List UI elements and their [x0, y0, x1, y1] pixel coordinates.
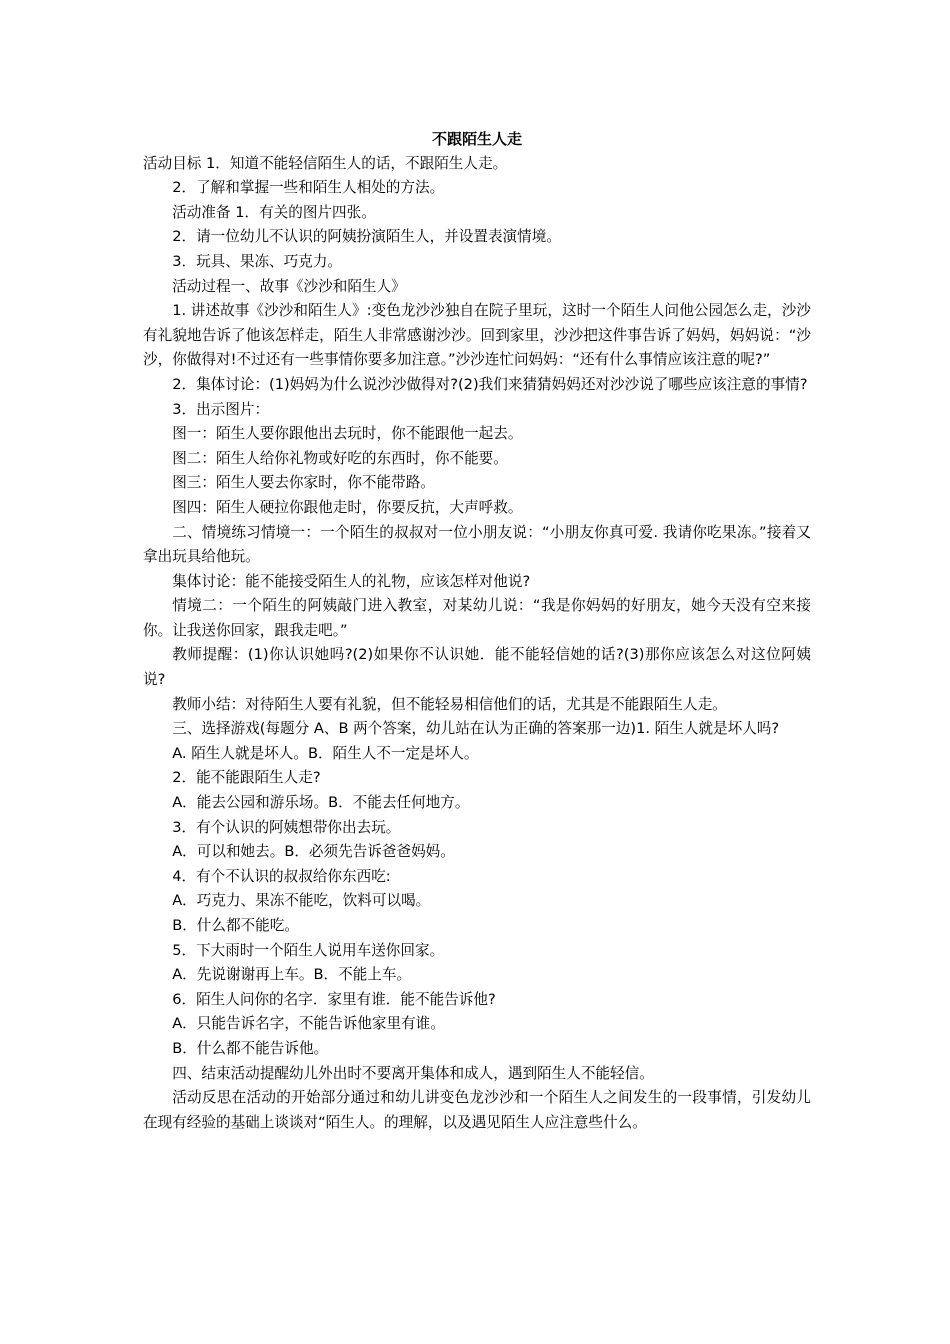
- paragraph: A．巧克力、果冻不能吃，饮料可以喝。: [172, 892, 431, 910]
- paragraph: 图三：陌生人要去你家时，你不能带路。: [172, 474, 435, 492]
- paragraph: 1. 讲述故事《沙沙和陌生人》:变色龙沙沙独自在院子里玩，这时一个陌生人问他公园怎么走，沙沙有礼貌地告诉了他该怎样走，陌生人非常感谢沙沙。回到家里，沙沙把这件事告诉了妈妈，妈妈说：“沙沙，你做得对!不过还有一些事情你要多加注意。”沙沙连忙问妈妈：“还有什么事情应该注意的呢?”: [143, 302, 811, 369]
- paragraph: 活动目标 1．知道不能轻信陌生人的话，不跟陌生人走。: [143, 154, 508, 172]
- paragraph: 二、情境练习情境一：一个陌生的叔叔对一位小朋友说：“小朋友你真可爱. 我请你吃果冻。”接着又拿出玩具给他玩。: [143, 523, 811, 566]
- paragraph: 5．下大雨时一个陌生人说用车送你回家。: [172, 941, 445, 959]
- paragraph: B．什么都不能吃。: [172, 917, 299, 934]
- paragraph: 活动过程一、故事《沙沙和陌生人》: [172, 277, 406, 295]
- document-page: [143, 127, 811, 1135]
- paragraph: 3．玩具、果冻、巧克力。: [172, 252, 343, 270]
- paragraph: 教师小结：对待陌生人要有礼貌，但不能轻易相信他们的话，尤其是不能跟陌生人走。: [172, 695, 727, 713]
- paragraph: 2．能不能跟陌生人走?: [172, 769, 321, 787]
- paragraph: A．先说谢谢再上车。B．不能上车。: [172, 966, 412, 984]
- paragraph: 集体讨论：能不能接受陌生人的礼物，应该怎样对他说?: [172, 572, 531, 590]
- paragraph: 情境二：一个陌生的阿姨敲门进入教室，对某幼儿说：“我是你妈妈的好朋友，她今天没有空来接你。让我送你回家，跟我走吧。”: [143, 597, 811, 639]
- paragraph: 四、结束活动提醒幼儿外出时不要离开集体和成人，遇到陌生人不能轻信。: [172, 1064, 654, 1082]
- paragraph: 活动反思在活动的开始部分通过和幼儿讲变色龙沙沙和一个陌生人之间发生的一段事情，引发幼儿在现有经验的基础上谈谈对“陌生人。的理解，以及遇见陌生人应注意些什么。: [143, 1089, 811, 1131]
- paragraph: 2．请一位幼儿不认识的阿姨扮演陌生人，并设置表演情境。: [172, 228, 561, 246]
- paragraph: 图四：陌生人硬拉你跟他走时，你要反抗，大声呼救。: [172, 498, 523, 516]
- paragraph: 图一：陌生人要你跟他出去玩时，你不能跟他一起去。: [172, 425, 523, 443]
- paragraph: 3．有个认识的阿姨想带你出去玩。: [172, 818, 401, 836]
- paragraph: 2．集体讨论：(1)妈妈为什么说沙沙做得对?(2)我们来猜猜妈妈还对沙沙说了哪些应该注意的事情?: [172, 375, 808, 393]
- paragraph: 三、选择游戏(每题分 A、B 两个答案，幼儿站在认为正确的答案那一边)1. 陌生人就是坏人吗?: [172, 720, 780, 738]
- paragraph: A. 陌生人就是坏人。B．陌生人不一定是坏人。: [172, 744, 479, 762]
- paragraph: 活动准备 1．有关的图片四张。: [172, 203, 376, 221]
- document-title: 不跟陌生人走: [431, 130, 522, 148]
- paragraph: A．可以和她去。B．必须先告诉爸爸妈妈。: [172, 843, 455, 861]
- paragraph: 4．有个不认识的叔叔给你东西吃:: [172, 867, 391, 885]
- paragraph: A．只能告诉名字，不能告诉他家里有谁。: [172, 1015, 445, 1033]
- paragraph: B．什么都不能告诉他。: [172, 1039, 329, 1057]
- paragraph: A．能去公园和游乐场。B．不能去任何地方。: [172, 794, 470, 812]
- paragraph: 2．了解和掌握一些和陌生人相处的方法。: [172, 179, 445, 197]
- paragraph: 6．陌生人问你的名字．家里有谁．能不能告诉他?: [172, 990, 496, 1008]
- paragraph: 3．出示图片：: [172, 400, 270, 418]
- document-body: [143, 152, 811, 1136]
- paragraph: 教师提醒：(1)你认识她吗?(2)如果你不认识她．能不能轻信她的话?(3)那你应该怎么对这位阿姨说?: [143, 646, 811, 689]
- paragraph: 图二：陌生人给你礼物或好吃的东西时，你不能要。: [172, 449, 508, 467]
